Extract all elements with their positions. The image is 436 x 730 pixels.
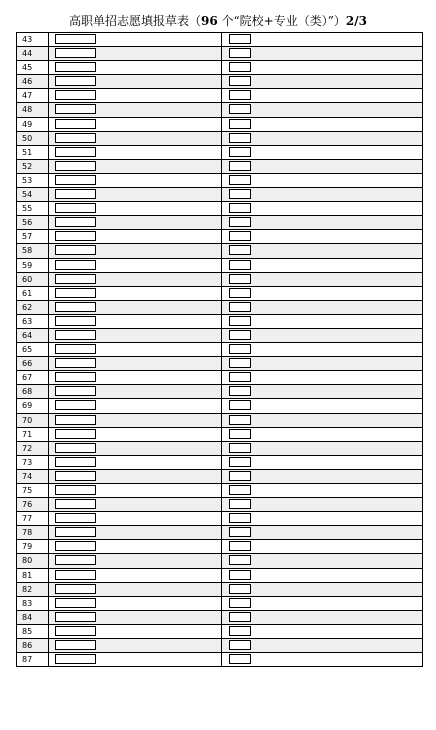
row-number: 68 (17, 385, 49, 398)
school-code-box[interactable] (55, 302, 96, 312)
school-code-box[interactable] (55, 471, 96, 481)
school-major-cell (49, 89, 222, 102)
major-code-box[interactable] (229, 626, 251, 636)
school-major-cell (49, 202, 222, 215)
school-major-cell (49, 357, 222, 370)
school-major-cell (49, 625, 222, 638)
school-code-box[interactable] (55, 386, 96, 396)
table-row (17, 526, 422, 540)
row-number: 86 (17, 639, 49, 652)
major-cell (222, 89, 422, 102)
school-code-box[interactable] (55, 612, 96, 622)
school-major-cell (49, 569, 222, 582)
row-number: 77 (17, 512, 49, 525)
major-code-box[interactable] (229, 203, 251, 213)
major-cell (222, 371, 422, 384)
school-code-box[interactable] (55, 90, 96, 100)
major-code-box[interactable] (229, 245, 251, 255)
row-number: 66 (17, 357, 49, 370)
major-code-box[interactable] (229, 90, 251, 100)
table-row (17, 512, 422, 526)
major-code-box[interactable] (229, 513, 251, 523)
major-code-box[interactable] (229, 344, 251, 354)
school-major-cell (49, 540, 222, 553)
table-row (17, 343, 422, 357)
row-number: 44 (17, 47, 49, 60)
table-row (17, 428, 422, 442)
school-major-cell (49, 273, 222, 286)
row-number: 60 (17, 273, 49, 286)
row-number: 74 (17, 470, 49, 483)
table-row (17, 33, 422, 47)
row-number: 73 (17, 456, 49, 469)
major-cell (222, 597, 422, 610)
school-code-box[interactable] (55, 274, 96, 284)
major-code-box[interactable] (229, 598, 251, 608)
major-code-box[interactable] (229, 62, 251, 72)
school-code-box[interactable] (55, 119, 96, 129)
major-code-box[interactable] (229, 330, 251, 340)
school-major-cell (49, 414, 222, 427)
row-number: 62 (17, 301, 49, 314)
table-row (17, 188, 422, 202)
school-major-cell (49, 442, 222, 455)
school-code-box[interactable] (55, 358, 96, 368)
major-cell (222, 639, 422, 652)
row-number: 52 (17, 160, 49, 173)
school-major-cell (49, 103, 222, 116)
major-code-box[interactable] (229, 555, 251, 565)
school-major-cell (49, 343, 222, 356)
row-number: 75 (17, 484, 49, 497)
major-code-box[interactable] (229, 288, 251, 298)
school-code-box[interactable] (55, 62, 96, 72)
school-code-box[interactable] (55, 316, 96, 326)
major-code-box[interactable] (229, 34, 251, 44)
table-row (17, 625, 422, 639)
major-code-box[interactable] (229, 104, 251, 114)
school-major-cell (49, 611, 222, 624)
school-code-box[interactable] (55, 541, 96, 551)
row-number: 61 (17, 287, 49, 300)
school-major-cell (49, 583, 222, 596)
school-major-cell (49, 132, 222, 145)
major-cell (222, 315, 422, 328)
school-code-box[interactable] (55, 161, 96, 171)
major-cell (222, 611, 422, 624)
title-prefix: 高职单招志愿填报草表（ (69, 14, 202, 28)
major-cell (222, 385, 422, 398)
school-major-cell (49, 75, 222, 88)
major-code-box[interactable] (229, 541, 251, 551)
major-code-box[interactable] (229, 429, 251, 439)
table-row (17, 498, 422, 512)
school-code-box[interactable] (55, 555, 96, 565)
major-code-box[interactable] (229, 457, 251, 467)
school-major-cell (49, 174, 222, 187)
table-row (17, 174, 422, 188)
school-major-cell (49, 33, 222, 46)
row-number: 80 (17, 554, 49, 567)
major-code-box[interactable] (229, 231, 251, 241)
major-code-box[interactable] (229, 161, 251, 171)
table-row (17, 611, 422, 625)
table-row (17, 216, 422, 230)
row-number: 79 (17, 540, 49, 553)
school-major-cell (49, 315, 222, 328)
school-code-box[interactable] (55, 48, 96, 58)
major-code-box[interactable] (229, 485, 251, 495)
table-row (17, 61, 422, 75)
school-major-cell (49, 329, 222, 342)
school-code-box[interactable] (55, 231, 96, 241)
major-cell (222, 61, 422, 74)
school-code-box[interactable] (55, 34, 96, 44)
major-code-box[interactable] (229, 386, 251, 396)
major-cell (222, 470, 422, 483)
table-row (17, 357, 422, 371)
row-number: 58 (17, 244, 49, 257)
row-number: 55 (17, 202, 49, 215)
school-major-cell (49, 456, 222, 469)
school-code-box[interactable] (55, 203, 96, 213)
row-number: 87 (17, 653, 49, 666)
major-code-box[interactable] (229, 640, 251, 650)
major-code-box[interactable] (229, 133, 251, 143)
major-code-box[interactable] (229, 358, 251, 368)
school-major-cell (49, 47, 222, 60)
major-cell (222, 399, 422, 412)
table-row (17, 470, 422, 484)
school-major-cell (49, 230, 222, 243)
school-code-box[interactable] (55, 400, 96, 410)
major-cell (222, 498, 422, 511)
major-code-box[interactable] (229, 654, 251, 664)
major-code-box[interactable] (229, 302, 251, 312)
school-code-box[interactable] (55, 330, 96, 340)
major-cell (222, 653, 422, 666)
school-code-box[interactable] (55, 654, 96, 664)
major-code-box[interactable] (229, 76, 251, 86)
school-major-cell (49, 526, 222, 539)
major-cell (222, 554, 422, 567)
major-cell (222, 103, 422, 116)
table-row (17, 118, 422, 132)
row-number: 63 (17, 315, 49, 328)
row-number: 67 (17, 371, 49, 384)
row-number: 53 (17, 174, 49, 187)
row-number: 84 (17, 611, 49, 624)
school-code-box[interactable] (55, 76, 96, 86)
table-row (17, 456, 422, 470)
major-cell (222, 625, 422, 638)
table-row (17, 75, 422, 89)
table-row (17, 146, 422, 160)
major-cell (222, 132, 422, 145)
row-number: 49 (17, 118, 49, 131)
major-cell (222, 484, 422, 497)
major-code-box[interactable] (229, 189, 251, 199)
major-code-box[interactable] (229, 119, 251, 129)
school-code-box[interactable] (55, 147, 96, 157)
major-code-box[interactable] (229, 260, 251, 270)
school-major-cell (49, 146, 222, 159)
major-code-box[interactable] (229, 499, 251, 509)
school-code-box[interactable] (55, 499, 96, 509)
school-code-box[interactable] (55, 372, 96, 382)
school-major-cell (49, 118, 222, 131)
school-major-cell (49, 554, 222, 567)
table-row (17, 315, 422, 329)
major-cell (222, 174, 422, 187)
table-row (17, 244, 422, 258)
row-number: 69 (17, 399, 49, 412)
row-number: 43 (17, 33, 49, 46)
school-major-cell (49, 470, 222, 483)
row-number: 76 (17, 498, 49, 511)
title-middle: 个“院校+专业（类）”） (217, 14, 346, 28)
table-row (17, 442, 422, 456)
row-number: 65 (17, 343, 49, 356)
major-code-box[interactable] (229, 471, 251, 481)
school-code-box[interactable] (55, 626, 96, 636)
major-cell (222, 343, 422, 356)
major-code-box[interactable] (229, 217, 251, 227)
table-row (17, 569, 422, 583)
row-number: 45 (17, 61, 49, 74)
major-cell (222, 428, 422, 441)
major-cell (222, 47, 422, 60)
row-number: 72 (17, 442, 49, 455)
school-major-cell (49, 428, 222, 441)
school-code-box[interactable] (55, 133, 96, 143)
school-major-cell (49, 61, 222, 74)
table-row (17, 103, 422, 117)
table-row (17, 47, 422, 61)
major-cell (222, 33, 422, 46)
row-number: 51 (17, 146, 49, 159)
title-count: 96 (201, 14, 218, 28)
major-cell (222, 540, 422, 553)
school-code-box[interactable] (55, 344, 96, 354)
major-code-box[interactable] (229, 175, 251, 185)
row-number: 59 (17, 259, 49, 272)
title-page: 2/3 (345, 14, 367, 28)
major-code-box[interactable] (229, 570, 251, 580)
school-code-box[interactable] (55, 260, 96, 270)
major-cell (222, 146, 422, 159)
school-major-cell (49, 498, 222, 511)
row-number: 70 (17, 414, 49, 427)
row-number: 83 (17, 597, 49, 610)
major-cell (222, 287, 422, 300)
major-code-box[interactable] (229, 400, 251, 410)
table-row (17, 202, 422, 216)
major-cell (222, 526, 422, 539)
major-code-box[interactable] (229, 274, 251, 284)
major-cell (222, 329, 422, 342)
major-cell (222, 456, 422, 469)
school-code-box[interactable] (55, 527, 96, 537)
school-code-box[interactable] (55, 640, 96, 650)
row-number: 46 (17, 75, 49, 88)
school-major-cell (49, 399, 222, 412)
school-code-box[interactable] (55, 189, 96, 199)
table-row (17, 583, 422, 597)
major-code-box[interactable] (229, 372, 251, 382)
table-row (17, 540, 422, 554)
table-row (17, 639, 422, 653)
major-cell (222, 442, 422, 455)
table-row (17, 89, 422, 103)
table-row (17, 414, 422, 428)
major-cell (222, 188, 422, 201)
row-number: 78 (17, 526, 49, 539)
major-code-box[interactable] (229, 316, 251, 326)
school-code-box[interactable] (55, 217, 96, 227)
school-code-box[interactable] (55, 485, 96, 495)
row-number: 71 (17, 428, 49, 441)
school-major-cell (49, 385, 222, 398)
school-major-cell (49, 597, 222, 610)
school-major-cell (49, 653, 222, 666)
row-number: 50 (17, 132, 49, 145)
school-major-cell (49, 371, 222, 384)
school-major-cell (49, 287, 222, 300)
table-row (17, 273, 422, 287)
school-code-box[interactable] (55, 429, 96, 439)
school-code-box[interactable] (55, 570, 96, 580)
school-code-box[interactable] (55, 245, 96, 255)
major-code-box[interactable] (229, 527, 251, 537)
table-row (17, 132, 422, 146)
major-code-box[interactable] (229, 584, 251, 594)
row-number: 81 (17, 569, 49, 582)
school-code-box[interactable] (55, 104, 96, 114)
row-number: 64 (17, 329, 49, 342)
table-row (17, 484, 422, 498)
school-major-cell (49, 244, 222, 257)
major-cell (222, 512, 422, 525)
table-row (17, 160, 422, 174)
major-cell (222, 414, 422, 427)
major-cell (222, 583, 422, 596)
row-number: 54 (17, 188, 49, 201)
page-title (0, 13, 436, 29)
school-major-cell (49, 301, 222, 314)
school-major-cell (49, 259, 222, 272)
table-row (17, 597, 422, 611)
major-cell (222, 160, 422, 173)
major-code-box[interactable] (229, 415, 251, 425)
table-row (17, 653, 422, 667)
school-major-cell (49, 484, 222, 497)
major-code-box[interactable] (229, 48, 251, 58)
school-major-cell (49, 216, 222, 229)
major-cell (222, 118, 422, 131)
major-code-box[interactable] (229, 443, 251, 453)
major-cell (222, 301, 422, 314)
row-number: 85 (17, 625, 49, 638)
school-major-cell (49, 188, 222, 201)
form-table (16, 32, 423, 667)
school-major-cell (49, 639, 222, 652)
major-cell (222, 244, 422, 257)
table-row (17, 259, 422, 273)
major-cell (222, 75, 422, 88)
table-row (17, 385, 422, 399)
school-code-box[interactable] (55, 457, 96, 467)
table-row (17, 287, 422, 301)
major-code-box[interactable] (229, 612, 251, 622)
major-code-box[interactable] (229, 147, 251, 157)
school-code-box[interactable] (55, 513, 96, 523)
school-code-box[interactable] (55, 584, 96, 594)
row-number: 82 (17, 583, 49, 596)
major-cell (222, 259, 422, 272)
major-cell (222, 273, 422, 286)
table-row (17, 329, 422, 343)
school-major-cell (49, 160, 222, 173)
row-number: 57 (17, 230, 49, 243)
major-cell (222, 357, 422, 370)
school-code-box[interactable] (55, 175, 96, 185)
table-row (17, 301, 422, 315)
school-code-box[interactable] (55, 415, 96, 425)
school-code-box[interactable] (55, 598, 96, 608)
major-cell (222, 202, 422, 215)
table-row (17, 399, 422, 413)
row-number: 56 (17, 216, 49, 229)
major-cell (222, 216, 422, 229)
row-number: 48 (17, 103, 49, 116)
table-row (17, 230, 422, 244)
major-cell (222, 569, 422, 582)
table-row (17, 371, 422, 385)
school-code-box[interactable] (55, 443, 96, 453)
row-number: 47 (17, 89, 49, 102)
table-row (17, 554, 422, 568)
major-cell (222, 230, 422, 243)
school-major-cell (49, 512, 222, 525)
school-code-box[interactable] (55, 288, 96, 298)
